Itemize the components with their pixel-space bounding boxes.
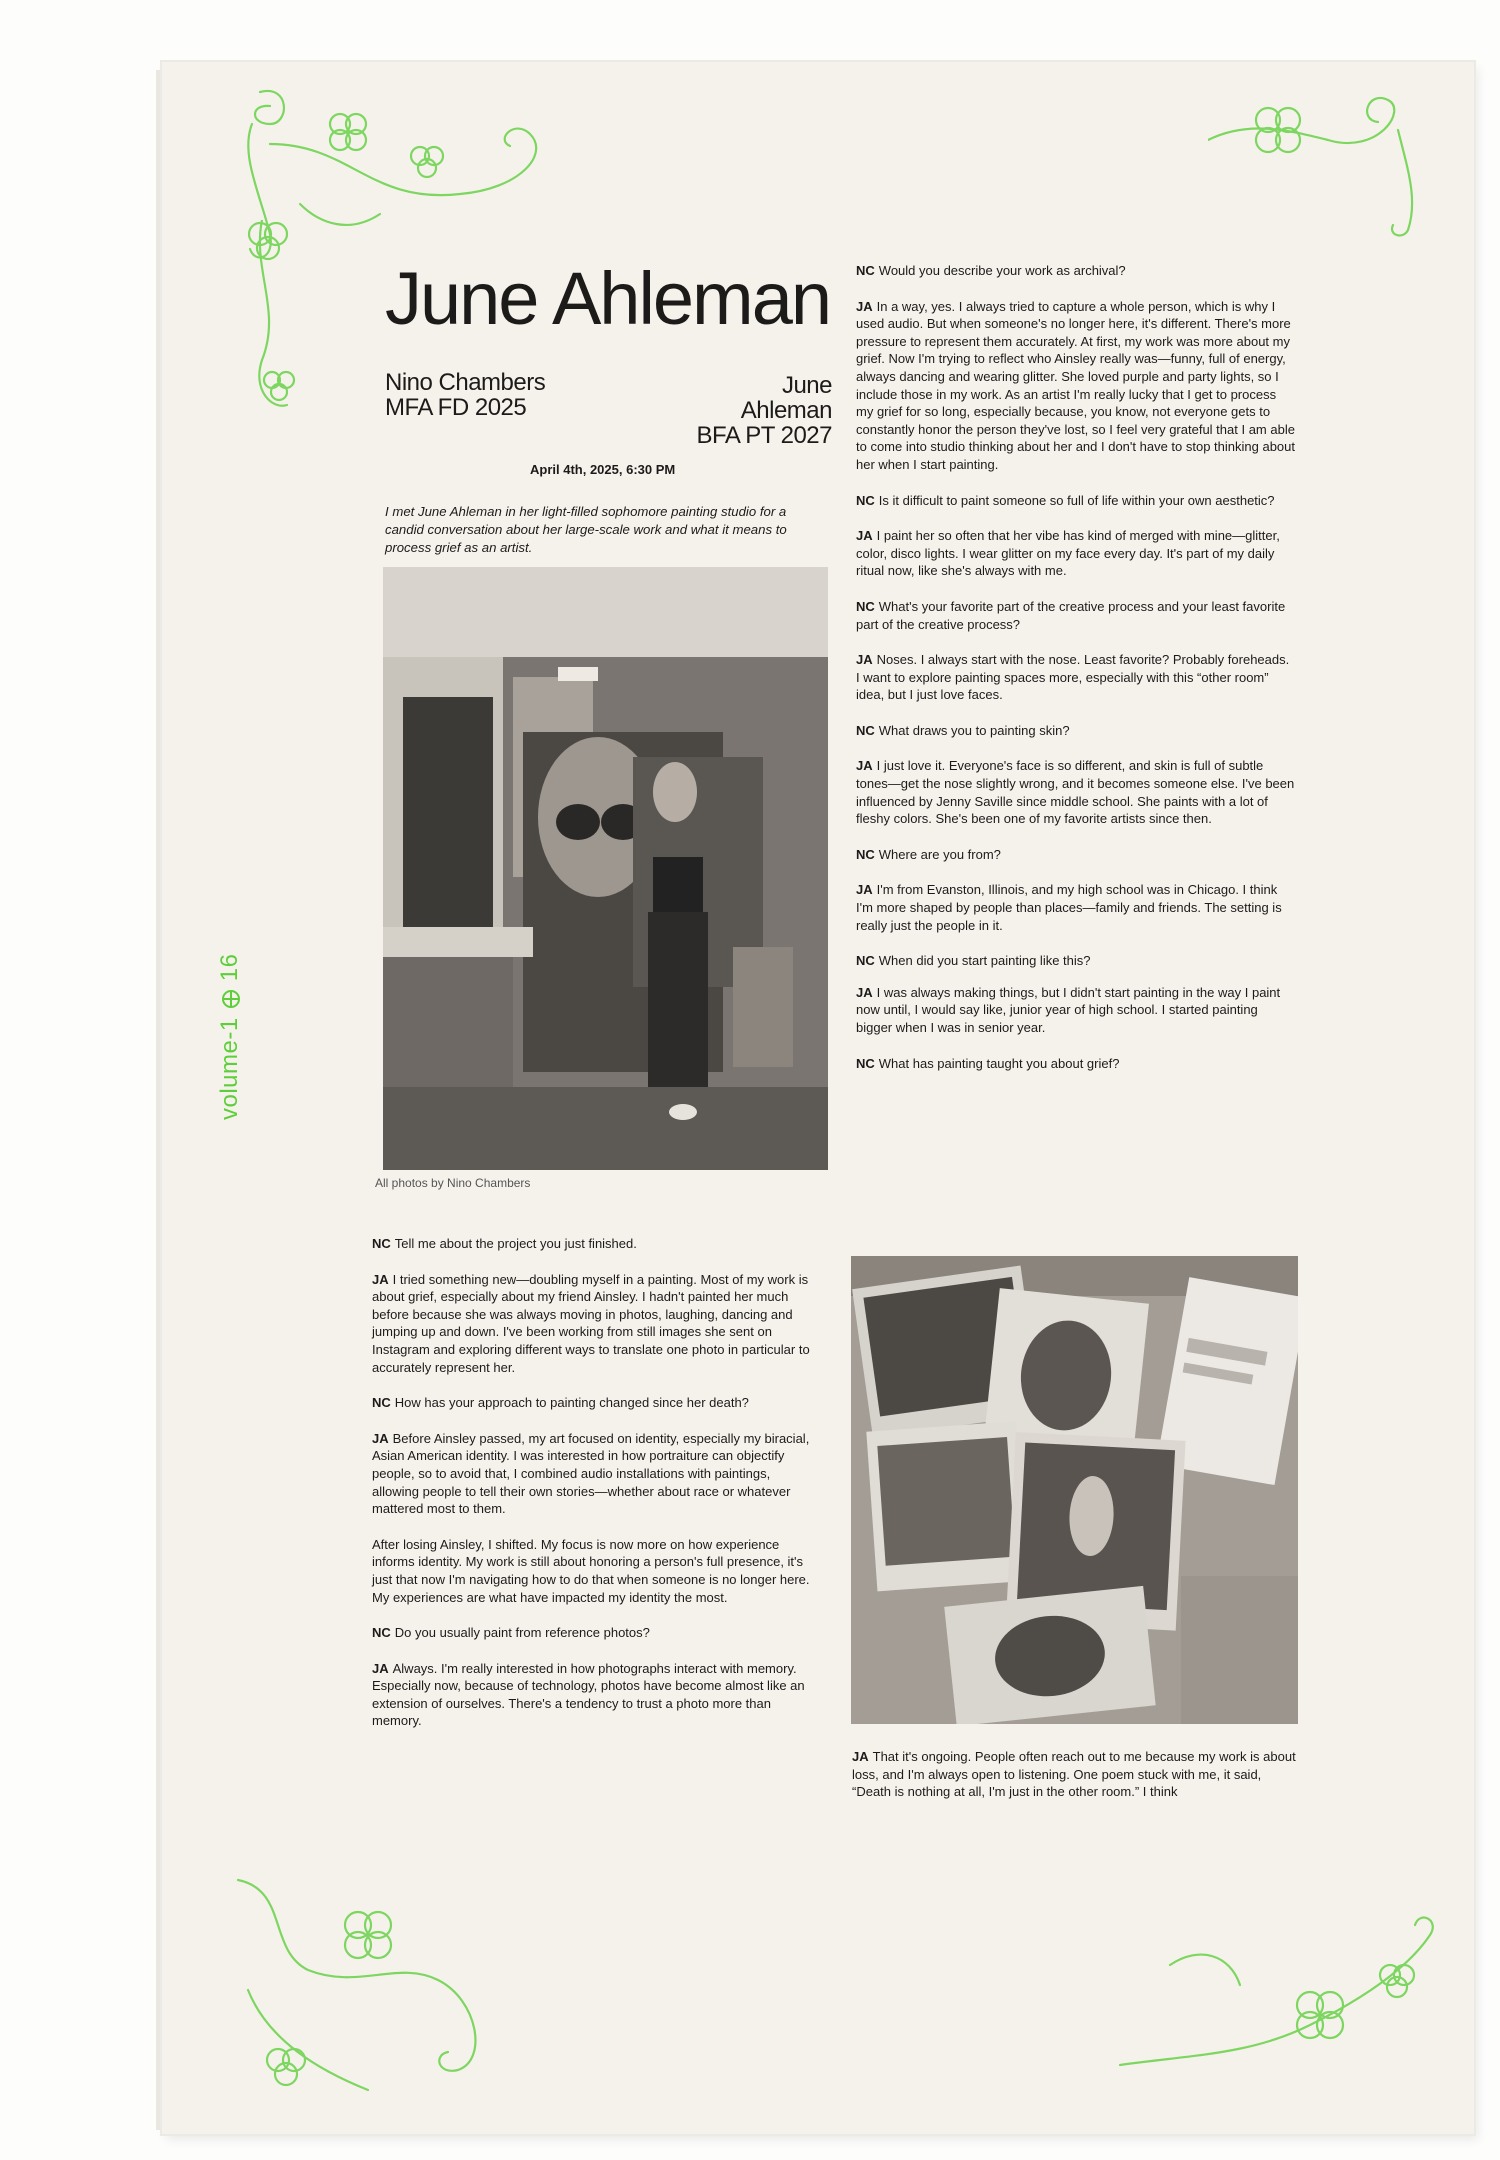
qa-text: What's your favorite part of the creative process and your least favorite part of the creative process? bbox=[856, 598, 1286, 632]
clover-vine-bottom-right bbox=[1110, 1905, 1450, 2085]
intro-paragraph: I met June Ahleman in her light-filled sophomore painting studio for a candid conversation about her large-scale work and what it means to process grief as an artist. bbox=[385, 504, 787, 555]
qa-text: I was always making things, but I didn't start painting in the way I paint now until, I would say like, junior year of high school. I started painting bigger when I was in senior year. bbox=[856, 984, 1281, 1035]
interviewer-byline bbox=[385, 370, 545, 420]
speaker-label: NC bbox=[372, 1625, 391, 1641]
clover-icon bbox=[220, 989, 240, 1009]
qa-paragraph bbox=[856, 881, 1296, 934]
qa-text: What has painting taught you about grief? bbox=[878, 1055, 1120, 1071]
qa-paragraph bbox=[372, 1271, 820, 1377]
qa-text: Noses. I always start with the nose. Least favorite? Probably foreheads. I want to explore painting spaces more, especially with this “other room” idea, but I just love faces. bbox=[856, 652, 1290, 703]
qa-paragraph bbox=[372, 1235, 820, 1253]
page-number: 16 bbox=[216, 953, 243, 982]
qa-paragraph bbox=[856, 722, 1296, 740]
speaker-label: JA bbox=[372, 1660, 389, 1676]
qa-text: What draws you to painting skin? bbox=[878, 722, 1070, 738]
interviewer-program: MFA FD 2025 bbox=[385, 394, 527, 421]
article-title: June Ahleman bbox=[385, 257, 831, 340]
photo-collage bbox=[851, 1256, 1298, 1724]
qa-text: After losing Ainsley, I shifted. My focus is now more on how experience informs identity. My work is still about honoring a person's full presence, it's just that now I'm navigating how to do that when someone is no longer here. My experiences are what have impacted my identity the most. bbox=[372, 1536, 810, 1605]
speaker-label: JA bbox=[856, 882, 873, 898]
qa-paragraph bbox=[856, 492, 1296, 510]
speaker-label: NC bbox=[856, 492, 875, 508]
photo-caption: All photos by Nino Chambers bbox=[375, 1176, 531, 1190]
speaker-label: JA bbox=[372, 1430, 389, 1446]
qa-paragraph bbox=[856, 984, 1296, 1037]
qa-paragraph bbox=[856, 527, 1296, 580]
qa-text: I tried something new—doubling myself in a painting. Most of my work is about grief, especially about my friend Ainsley. I hadn't painted her much before because she was always moving in photos, laughing, dancing and jumping up and down. I've been working from still images she sent on Instagram and exploring different ways to translate one photo in particular to accurately represent her. bbox=[372, 1271, 810, 1375]
speaker-label: NC bbox=[856, 722, 875, 738]
speaker-label: JA bbox=[856, 984, 873, 1000]
qa-text: Always. I'm really interested in how photographs interact with memory. Especially now, because of technology, photos have become almost like an extension of ourselves. There's a tendency to trust a photo more than memory. bbox=[372, 1660, 805, 1729]
qa-paragraph bbox=[856, 846, 1296, 864]
interview-date: April 4th, 2025, 6:30 PM bbox=[530, 462, 676, 477]
subject-name: June Ahleman bbox=[740, 372, 832, 424]
folio-vertical bbox=[210, 920, 250, 1120]
clover-vine-left-side bbox=[232, 220, 312, 420]
qa-paragraph bbox=[856, 262, 1296, 280]
qa-paragraph bbox=[856, 598, 1296, 633]
qa-text: Before Ainsley passed, my art focused on identity, especially my biracial, Asian American identity. I was interested in how portraiture can objectify people, so to avoid that, I combined audio installations with paintings, allowing people to tell their own stories—whether about race or whatever mattered most to them. bbox=[372, 1430, 810, 1517]
speaker-label: JA bbox=[852, 1749, 869, 1764]
studio-photo bbox=[383, 567, 828, 1170]
speaker-label: JA bbox=[372, 1271, 389, 1287]
interview-column-left bbox=[372, 1235, 820, 1748]
speaker-label: NC bbox=[372, 1236, 391, 1251]
qa-text: I paint her so often that her vibe has kind of merged with mine—glitter, color, disco lights. I wear glitter on my face every day. It's part of my daily ritual now, like she's always with me. bbox=[856, 528, 1280, 579]
clover-vine-bottom-left bbox=[228, 1870, 528, 2110]
qa-paragraph bbox=[372, 1624, 820, 1642]
interviewer-name: Nino Chambers bbox=[385, 369, 546, 396]
qa-paragraph bbox=[856, 952, 1296, 970]
speaker-label: JA bbox=[856, 758, 873, 774]
subject-program: BFA PT 2027 bbox=[696, 422, 832, 449]
qa-text: Would you describe your work as archival? bbox=[878, 263, 1126, 278]
qa-paragraph bbox=[372, 1430, 820, 1518]
clover-vine-top-right bbox=[1208, 90, 1438, 240]
qa-text: How has your approach to painting changed since her death? bbox=[394, 1395, 749, 1411]
qa-paragraph bbox=[372, 1660, 820, 1730]
qa-text: That it's ongoing. People often reach out to me because my work is about loss, and I'm always open to listening. One poem stuck with me, it said, “Death is nothing at all, I'm just in the other room.” I think bbox=[852, 1749, 1296, 1800]
qa-paragraph bbox=[372, 1394, 820, 1412]
speaker-label: JA bbox=[856, 652, 873, 668]
volume-label: volume-1 bbox=[216, 1017, 243, 1120]
qa-text: Where are you from? bbox=[878, 846, 1001, 862]
qa-paragraph-continued bbox=[852, 1748, 1299, 1801]
qa-text: I just love it. Everyone's face is so different, and skin is full of subtle tones—get the nose slightly wrong, and it becomes someone else. I've been influenced by Jenny Saville since middle school. She paints with a lot of fleshy colors. She's been one of my favorite artists since then. bbox=[856, 758, 1295, 827]
speaker-label: JA bbox=[856, 528, 873, 544]
speaker-label: NC bbox=[372, 1395, 391, 1411]
speaker-label: JA bbox=[856, 298, 873, 314]
subject-byline bbox=[690, 373, 832, 448]
interview-column-right bbox=[856, 262, 1296, 1090]
speaker-label: NC bbox=[856, 598, 875, 614]
qa-paragraph bbox=[856, 757, 1296, 827]
qa-paragraph bbox=[856, 298, 1296, 474]
qa-text: Tell me about the project you just finished. bbox=[394, 1236, 637, 1251]
qa-text: In a way, yes. I always tried to capture a whole person, which is why I used audio. But when someone's no longer here, it's different. There's more pressure to represent them accurately. At first, my work was more about my grief. Now I'm trying to reflect who Ainsley really was—funny, full of energy, always dancing and wearing glitter. She loved purple and party lights, so I include those in my work. As an artist I'm really lucky that I get to process my grief for so long, especially because, you know, not everyone gets to constantly honor the person they've lost, so I feel very grateful that I am able to come into studio thinking about her and I don't have to stop thinking about her when I start painting. bbox=[856, 298, 1296, 472]
qa-text: Do you usually paint from reference photos? bbox=[394, 1625, 650, 1641]
qa-paragraph bbox=[856, 651, 1296, 704]
speaker-label: NC bbox=[856, 953, 875, 969]
qa-text: I'm from Evanston, Illinois, and my high school was in Chicago. I think I'm more shaped by people than places—family and friends. The setting is really just the people in it. bbox=[856, 882, 1282, 933]
speaker-label: NC bbox=[856, 1055, 875, 1071]
qa-text: When did you start painting like this? bbox=[878, 953, 1091, 969]
qa-text: Is it difficult to paint someone so full of life within your own aesthetic? bbox=[878, 492, 1275, 508]
qa-paragraph bbox=[372, 1536, 820, 1606]
speaker-label: NC bbox=[856, 846, 875, 862]
speaker-label: NC bbox=[856, 263, 875, 278]
qa-paragraph bbox=[856, 1055, 1296, 1073]
